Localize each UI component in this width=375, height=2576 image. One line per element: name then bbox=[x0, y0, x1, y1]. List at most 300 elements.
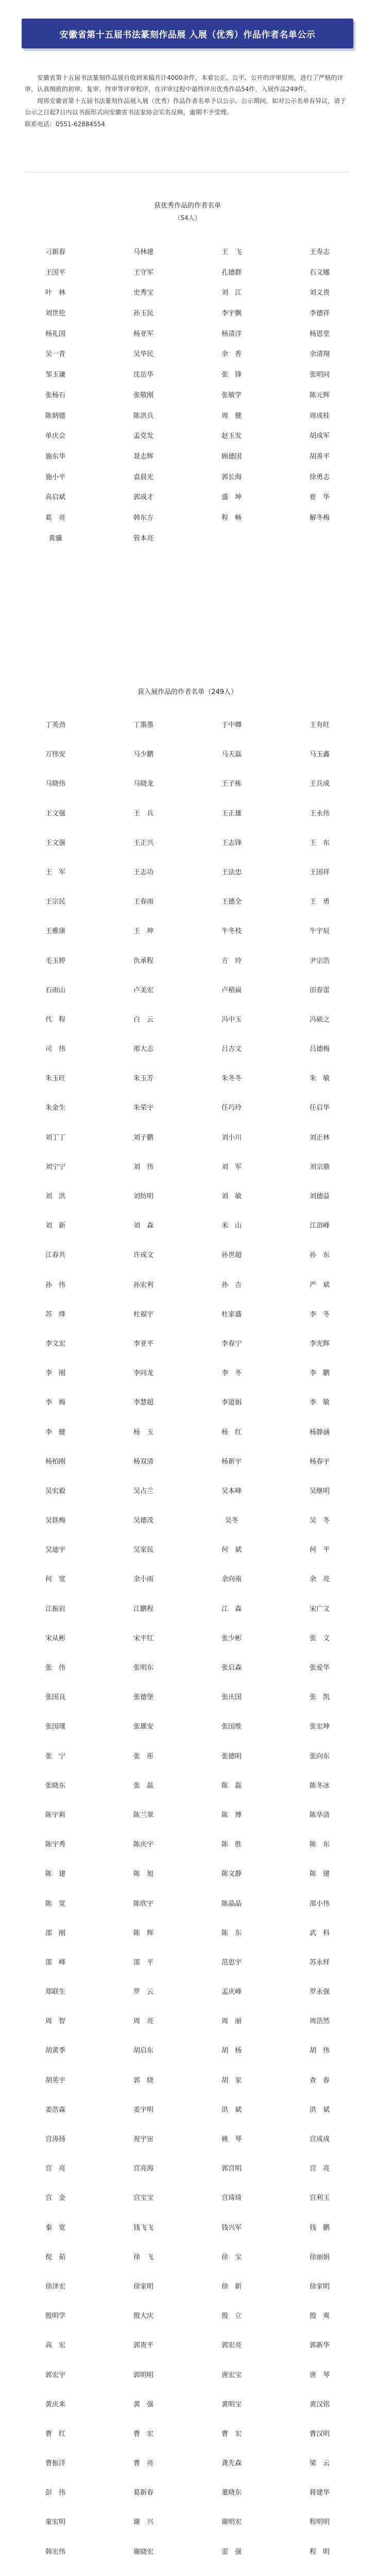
author-name: 赵玉发 bbox=[221, 432, 242, 440]
author-name: 王 飞 bbox=[221, 248, 242, 256]
author-name: 聂志辉 bbox=[133, 452, 154, 461]
author-name: 毛玉婷 bbox=[45, 957, 65, 965]
author-name: 高启斌 bbox=[45, 494, 65, 502]
author-name: 郭宏亮 bbox=[221, 2342, 242, 2350]
author-name: 吴本峰 bbox=[221, 1487, 242, 1495]
author-name: 冯硕之 bbox=[309, 1015, 330, 1024]
author-name: 高 宏 bbox=[45, 2342, 65, 2350]
author-name: 胡 伟 bbox=[309, 2047, 330, 2055]
author-name: 任巧玲 bbox=[221, 1104, 242, 1112]
author-name: 江 森 bbox=[221, 1605, 242, 1613]
page-header bbox=[22, 19, 353, 48]
author-name: 张晓东 bbox=[45, 1782, 65, 1790]
author-name bbox=[11, 2567, 99, 2576]
author-name: 张启森 bbox=[221, 1664, 242, 1672]
author-name: 吴 冬 bbox=[309, 1517, 330, 1525]
author-name: 谢明宏 bbox=[221, 2518, 242, 2527]
author-name: 武 科 bbox=[309, 1929, 330, 1937]
author-name: 刘义贵 bbox=[309, 289, 330, 297]
author-name: 刘 新 bbox=[45, 1222, 65, 1230]
author-name: 陈 旭 bbox=[133, 1870, 154, 1878]
author-name: 陈 东 bbox=[221, 1929, 242, 1937]
author-name: 张 伟 bbox=[45, 1664, 65, 1672]
author-name: 田春雷 bbox=[309, 986, 330, 994]
author-name: 吴家民 bbox=[133, 1546, 154, 1554]
author-name: 秦 宽 bbox=[45, 2224, 65, 2232]
author-name: 宫 亮 bbox=[45, 2165, 65, 2173]
author-name: 江振岩 bbox=[45, 1605, 65, 1613]
author-name: 洪 斌 bbox=[309, 2106, 330, 2114]
author-name: 洪 斌 bbox=[221, 2106, 242, 2114]
author-name: 程 畅 bbox=[221, 514, 242, 522]
author-name: 杨恩堂 bbox=[309, 330, 330, 338]
author-name: 韩东方 bbox=[133, 514, 154, 522]
author-name: 罗 云 bbox=[133, 1988, 154, 1996]
author-name: 程 明 bbox=[309, 2548, 330, 2556]
intro-paragraph: 现将安徽省第十五届书法篆刻作品展入展（优秀）作品作者名单予以公示。公示期间，如对公示名单有异议，请于公示之日起7日内以书面形式向安徽省书法家协会实名反映，逾期不予受理。 bbox=[25, 97, 347, 116]
section-divider bbox=[26, 172, 349, 173]
author-name: 黄 强 bbox=[133, 2400, 154, 2409]
author-name bbox=[187, 2567, 276, 2576]
author-name: 周 智 bbox=[45, 2018, 65, 2026]
author-name: 苏 烽 bbox=[45, 1310, 65, 1318]
author-name: 张 文 bbox=[309, 1634, 330, 1642]
author-name: 徐 新 bbox=[221, 2282, 242, 2291]
author-name: 郭新华 bbox=[309, 2342, 330, 2350]
author-name: 吕德梅 bbox=[309, 1045, 330, 1054]
author-name: 徐勇志 bbox=[309, 473, 330, 481]
author-name: 王文强 bbox=[45, 839, 65, 847]
author-name: 解冬梅 bbox=[309, 514, 330, 522]
author-name: 谢晓宏 bbox=[133, 2548, 154, 2556]
author-name: 王春雨 bbox=[133, 898, 154, 906]
author-name: 马玉鑫 bbox=[309, 751, 330, 759]
author-name: 马天磊 bbox=[221, 751, 242, 759]
author-name: 陈炳德 bbox=[45, 412, 65, 420]
author-name: 王 东 bbox=[309, 839, 330, 847]
author-name: 蒋建华 bbox=[309, 2489, 330, 2497]
author-name: 姚 琴 bbox=[221, 2136, 242, 2143]
author-name: 孟党发 bbox=[133, 432, 154, 440]
author-name: 刘 江 bbox=[221, 289, 242, 297]
author-name: 陈庆宇 bbox=[133, 1841, 154, 1849]
author-name: 王法忠 bbox=[221, 868, 242, 876]
author-name: 曹 红 bbox=[45, 2430, 65, 2438]
author-name: 杨 红 bbox=[221, 1428, 242, 1436]
author-name: 冯中玉 bbox=[221, 1015, 242, 1024]
author-name: 张德明 bbox=[221, 1752, 242, 1760]
author-name: 李 鹏 bbox=[309, 1369, 330, 1378]
author-name: 宫琦琦 bbox=[221, 2194, 242, 2202]
author-name: 周 健 bbox=[221, 412, 242, 420]
author-name: 刘宗鼎 bbox=[309, 1163, 330, 1171]
author-name: 张 锋 bbox=[221, 371, 242, 379]
author-name: 徐 宝 bbox=[221, 2253, 242, 2261]
author-name: 张杨石 bbox=[45, 391, 65, 399]
author-name: 孙宏利 bbox=[133, 1281, 154, 1289]
author-name: 雷 强 bbox=[221, 2548, 242, 2556]
author-name: 丁英劲 bbox=[45, 721, 65, 729]
author-name: 邹玉谦 bbox=[45, 371, 65, 379]
author-name: 李同龙 bbox=[133, 1369, 154, 1378]
author-name: 宫 金 bbox=[45, 2194, 65, 2202]
author-name: 郭成才 bbox=[133, 494, 154, 502]
author-name: 邵 刚 bbox=[45, 1929, 65, 1937]
author-name: 王国平 bbox=[45, 268, 65, 277]
author-name: 葛新春 bbox=[133, 2489, 154, 2497]
author-name: 孙 东 bbox=[309, 1251, 330, 1260]
author-name: 胡启东 bbox=[133, 2047, 154, 2055]
author-name: 施小平 bbox=[45, 473, 65, 481]
author-name: 张国维 bbox=[221, 1723, 242, 1731]
author-name: 杨静涵 bbox=[309, 1428, 330, 1436]
author-name: 杨柏刚 bbox=[45, 1458, 65, 1466]
author-name: 刘世伦 bbox=[45, 310, 65, 318]
author-name: 余 亮 bbox=[309, 1575, 330, 1584]
author-name: 陈 磊 bbox=[221, 1782, 242, 1790]
author-name: 沈岳华 bbox=[133, 371, 154, 379]
author-name: 邵 峰 bbox=[45, 1958, 65, 1967]
author-name: 崔 华 bbox=[309, 494, 330, 502]
author-name: 朱金生 bbox=[45, 1104, 65, 1112]
author-name: 胡 杨 bbox=[221, 2047, 242, 2055]
author-name: 郭贵平 bbox=[133, 2342, 154, 2350]
author-name: 张国良 bbox=[45, 1693, 65, 1702]
author-name: 宋广文 bbox=[309, 1605, 330, 1613]
author-name: 李 敏 bbox=[309, 1399, 330, 1407]
author-name: 施东华 bbox=[45, 452, 65, 461]
author-name: 徐泽宏 bbox=[45, 2282, 65, 2291]
author-name: 刘小川 bbox=[221, 1133, 242, 1142]
author-name: 陈 东 bbox=[309, 1841, 330, 1849]
author-name: 郭 晓 bbox=[133, 2076, 154, 2084]
author-name: 黄庆来 bbox=[45, 2400, 65, 2409]
author-name bbox=[99, 2567, 187, 2576]
author-name: 刘宁宁 bbox=[45, 1163, 65, 1171]
author-name: 苏永样 bbox=[309, 1958, 330, 1967]
author-name: 邢大志 bbox=[133, 1045, 154, 1054]
author-name: 杜家盛 bbox=[221, 1310, 242, 1318]
author-name: 石雨山 bbox=[45, 986, 65, 994]
selected-section-title: 获入展作品的作者名单（249人） bbox=[138, 688, 237, 696]
author-name: 何 平 bbox=[309, 1546, 330, 1554]
author-name: 周浩然 bbox=[309, 2018, 330, 2026]
author-name: 张 磊 bbox=[133, 1782, 154, 1790]
author-name: 郭宏宇 bbox=[45, 2371, 65, 2379]
author-name: 范思宇 bbox=[221, 1958, 242, 1967]
author-name: 管本亮 bbox=[133, 534, 154, 543]
author-name: 孙 吉 bbox=[221, 1281, 242, 1289]
author-name: 查 春 bbox=[309, 2076, 330, 2084]
author-name: 唐宏宝 bbox=[221, 2371, 242, 2379]
author-name: 王 勇 bbox=[309, 898, 330, 906]
author-name: 刘子鹏 bbox=[133, 1133, 154, 1142]
author-name: 张明同 bbox=[309, 371, 330, 379]
author-name bbox=[276, 2567, 364, 2576]
author-name: 李 梅 bbox=[45, 1399, 65, 1407]
author-name: 陈宇莉 bbox=[45, 1811, 65, 1819]
author-name: 刘德益 bbox=[309, 1193, 330, 1200]
author-name: 姜宇明 bbox=[133, 2106, 154, 2114]
author-name: 李春宁 bbox=[221, 1340, 242, 1348]
author-name: 王有旺 bbox=[309, 721, 330, 729]
author-name: 任启华 bbox=[309, 1104, 330, 1112]
author-name: 胡成军 bbox=[309, 432, 330, 440]
author-name: 孙 伟 bbox=[45, 1281, 65, 1289]
author-name: 曹 亮 bbox=[133, 2460, 154, 2468]
author-name: 郭长海 bbox=[221, 473, 242, 481]
author-name: 王正雄 bbox=[221, 809, 242, 818]
author-name: 袁晨光 bbox=[133, 473, 154, 481]
author-name: 孔德群 bbox=[221, 268, 242, 277]
author-name: 陈华清 bbox=[309, 1811, 330, 1819]
author-name: 王永伟 bbox=[309, 809, 330, 818]
author-name: 刘丁丁 bbox=[45, 1133, 65, 1142]
author-name: 王志功 bbox=[133, 868, 154, 876]
author-name: 宫成成 bbox=[309, 2136, 330, 2143]
author-name: 刘 敏 bbox=[221, 1193, 242, 1200]
author-name: 钱兴军 bbox=[221, 2224, 242, 2232]
author-name: 丁墨墨 bbox=[133, 721, 154, 729]
author-name: 余小雨 bbox=[133, 1575, 154, 1584]
author-name: 陈宇秀 bbox=[45, 1841, 65, 1849]
author-name: 顾德国 bbox=[221, 452, 242, 461]
author-name: 梁 云 bbox=[309, 2460, 330, 2468]
author-name: 杨亚军 bbox=[133, 330, 154, 338]
author-name: 王寿志 bbox=[309, 248, 330, 256]
author-name: 杨 玉 bbox=[133, 1428, 154, 1436]
author-name: 曹汉明 bbox=[309, 2430, 330, 2438]
author-name: 严 斌 bbox=[309, 1281, 330, 1289]
author-name: 姜浩森 bbox=[45, 2106, 65, 2114]
author-name: 彭 伟 bbox=[45, 2489, 65, 2497]
author-name: 牛宇辰 bbox=[309, 927, 330, 936]
author-name: 余 香 bbox=[221, 350, 242, 359]
author-name: 陈 博 bbox=[221, 1811, 242, 1819]
author-name: 李 刚 bbox=[45, 1369, 65, 1378]
author-name: 王 军 bbox=[45, 868, 65, 876]
author-name: 陈元辉 bbox=[309, 391, 330, 399]
author-name: 刘正林 bbox=[309, 1133, 330, 1142]
excellent-section-title: 获优秀作品的作者名单 bbox=[154, 202, 221, 210]
author-name: 何 斌 bbox=[221, 1546, 242, 1554]
author-name: 许成文 bbox=[133, 1251, 154, 1260]
author-name: 吴继明 bbox=[309, 1487, 330, 1495]
author-name: 米 山 bbox=[221, 1222, 242, 1230]
author-name: 方 玲 bbox=[221, 957, 242, 965]
author-name: 吴冬 bbox=[225, 1517, 238, 1525]
author-name: 葛 亮 bbox=[45, 514, 65, 522]
author-name: 盛 坤 bbox=[221, 494, 242, 502]
author-name: 余清翔 bbox=[309, 350, 330, 359]
author-name: 司 伟 bbox=[45, 1045, 65, 1054]
author-name: 江春共 bbox=[45, 1251, 65, 1260]
author-name: 杨礼国 bbox=[45, 330, 65, 338]
author-name: 张国瑾 bbox=[45, 1723, 65, 1731]
author-name: 杨双清 bbox=[133, 1458, 154, 1466]
author-name: 陈 胜 bbox=[221, 1841, 242, 1849]
author-name: 邵 平 bbox=[133, 1958, 154, 1967]
author-name: 刘 军 bbox=[221, 1163, 242, 1171]
author-name: 谢 兴 bbox=[133, 2518, 154, 2527]
author-name: 张敏学 bbox=[221, 391, 242, 399]
author-name: 王守军 bbox=[133, 268, 154, 277]
author-name: 徐家明 bbox=[133, 2282, 154, 2291]
author-name: 张庆国 bbox=[221, 1693, 242, 1702]
author-name: 刘纺明 bbox=[133, 1193, 154, 1200]
author-name: 刘 森 bbox=[133, 1222, 154, 1230]
author-name: 陈洪兵 bbox=[133, 412, 154, 420]
intro-text bbox=[25, 72, 351, 130]
author-name: 陈文静 bbox=[221, 1870, 242, 1878]
author-name: 钱飞飞 bbox=[133, 2224, 154, 2232]
intro-contact: 联系电话：0551-62884554 bbox=[25, 121, 105, 128]
author-name: 陈 建 bbox=[309, 1870, 330, 1878]
author-name: 陈 辉 bbox=[133, 1929, 154, 1937]
author-name: 吴铁梅 bbox=[45, 1517, 65, 1525]
author-name: 吕吉文 bbox=[221, 1045, 242, 1054]
author-name: 史秀宝 bbox=[133, 289, 154, 297]
author-name: 刘 伟 bbox=[133, 1163, 154, 1171]
author-name: 李 冬 bbox=[221, 1369, 242, 1378]
author-name: 孟庆峰 bbox=[221, 1988, 242, 1996]
author-name: 王文强 bbox=[45, 809, 65, 818]
author-name: 张 宁 bbox=[45, 1752, 65, 1760]
author-name: 牛冬枝 bbox=[221, 927, 242, 936]
author-name: 陈晶晶 bbox=[221, 1900, 242, 1908]
author-name: 余向南 bbox=[221, 1575, 242, 1584]
author-name: 代 程 bbox=[45, 1015, 65, 1024]
author-name: 郭宫明 bbox=[221, 2165, 242, 2173]
author-name: 邵小伟 bbox=[309, 1900, 330, 1908]
author-name: 尹宗浩 bbox=[309, 957, 330, 965]
author-name: 李宇飘 bbox=[221, 310, 242, 318]
author-name: 王 兵 bbox=[133, 809, 154, 818]
author-name: 江浴峰 bbox=[309, 1222, 330, 1230]
author-name: 胡 家 bbox=[221, 2076, 242, 2084]
author-name: 周成桂 bbox=[309, 412, 330, 420]
author-name: 陈兰翠 bbox=[133, 1811, 154, 1819]
author-name: 杨春宇 bbox=[309, 1458, 330, 1466]
author-name: 张爱华 bbox=[309, 1664, 330, 1672]
author-name: 胡善平 bbox=[309, 452, 330, 461]
author-name: 王宗民 bbox=[45, 898, 65, 906]
author-name: 殷 爽 bbox=[309, 2312, 330, 2320]
author-name: 徐家明 bbox=[309, 2282, 330, 2291]
author-name: 王雅康 bbox=[45, 927, 65, 936]
page-title: 安徽省第十五届书法篆刻作品展 入展（优秀）作品作者名单公示 bbox=[59, 29, 316, 40]
author-name: 石文娜 bbox=[309, 268, 330, 277]
author-name: 朱玉芳 bbox=[133, 1075, 154, 1083]
author-name: 宫宝宝 bbox=[133, 2194, 154, 2202]
author-name: 龚先森 bbox=[221, 2460, 242, 2468]
author-name: 马晓伟 bbox=[45, 780, 65, 788]
author-name: 郑联生 bbox=[45, 1988, 65, 1996]
author-name: 李光辉 bbox=[309, 1340, 330, 1348]
author-name: 刘 洪 bbox=[45, 1193, 65, 1200]
author-name: 宫涛扬 bbox=[45, 2136, 65, 2143]
author-name: 马少鹏 bbox=[133, 751, 154, 759]
author-name: 韩宏伟 bbox=[45, 2548, 65, 2556]
author-name: 黄明宝 bbox=[221, 2400, 242, 2409]
selected-name-grid bbox=[11, 710, 364, 2576]
author-name: 李德祥 bbox=[309, 310, 330, 318]
author-name: 刁新春 bbox=[45, 248, 65, 256]
author-name: 张明东 bbox=[133, 1664, 154, 1672]
author-name: 仇承程 bbox=[133, 957, 154, 965]
author-name: 孙世超 bbox=[221, 1251, 242, 1260]
author-name: 唐 琴 bbox=[309, 2371, 330, 2379]
author-name: 于中卿 bbox=[221, 721, 242, 729]
excellent-section-count: （54人） bbox=[174, 214, 201, 222]
author-name: 胡黄季 bbox=[45, 2047, 65, 2055]
author-name: 何 宽 bbox=[45, 1575, 65, 1584]
author-name: 胡英宇 bbox=[45, 2076, 65, 2084]
author-name: 白 云 bbox=[133, 1015, 154, 1024]
author-name: 朱玉旺 bbox=[45, 1075, 65, 1083]
author-name: 孙玉民 bbox=[133, 310, 154, 318]
author-name: 黄骥 bbox=[48, 534, 62, 543]
author-name: 王国祥 bbox=[309, 868, 330, 876]
author-name: 张敬刚 bbox=[133, 391, 154, 399]
author-name: 董晓东 bbox=[221, 2489, 242, 2497]
author-name: 曹 宏 bbox=[133, 2430, 154, 2438]
author-name: 宋从彬 bbox=[45, 1634, 65, 1642]
author-name: 陈 建 bbox=[45, 1870, 65, 1878]
author-name: 张宏坤 bbox=[309, 1723, 330, 1731]
author-name: 马林建 bbox=[133, 248, 154, 256]
author-name: 陈冬冰 bbox=[309, 1782, 330, 1790]
author-name: 陈欣宇 bbox=[133, 1900, 154, 1908]
author-name: 王志锋 bbox=[221, 839, 242, 847]
author-name: 徐丽娟 bbox=[309, 2253, 330, 2261]
author-name: 祝宇宙 bbox=[133, 2136, 154, 2143]
author-name: 郭明明 bbox=[133, 2371, 154, 2379]
author-name: 叶 林 bbox=[45, 289, 65, 297]
author-name: 王子栋 bbox=[221, 780, 242, 788]
author-name: 王兵成 bbox=[309, 780, 330, 788]
author-name: 李 冬 bbox=[309, 1310, 330, 1318]
author-name: 杨清洋 bbox=[221, 330, 242, 338]
author-name: 万伟安 bbox=[45, 751, 65, 759]
excellent-name-grid bbox=[11, 242, 364, 549]
author-name: 张 彤 bbox=[133, 1752, 154, 1760]
author-name: 杨新宇 bbox=[221, 1458, 242, 1466]
author-name: 程明明 bbox=[309, 2518, 330, 2527]
author-name: 倪 茹 bbox=[45, 2253, 65, 2261]
author-name: 吴一青 bbox=[45, 350, 65, 359]
author-name: 李亚平 bbox=[133, 1340, 154, 1348]
author-name: 吴华民 bbox=[133, 350, 154, 359]
author-name: 朱冬冬 bbox=[221, 1075, 242, 1083]
author-name: 王 坤 bbox=[133, 927, 154, 936]
author-name: 黄汉铭 bbox=[309, 2400, 330, 2409]
author-name: 吴占兰 bbox=[133, 1487, 154, 1495]
author-name: 曹 宏 bbox=[221, 2430, 242, 2438]
author-name: 李 健 bbox=[45, 1428, 65, 1436]
author-name: 卢美宏 bbox=[133, 986, 154, 994]
author-name: 江鹏程 bbox=[133, 1605, 154, 1613]
author-name: 王正兴 bbox=[133, 839, 154, 847]
author-name: 张德堡 bbox=[133, 1693, 154, 1702]
author-name: 宋平红 bbox=[133, 1634, 154, 1642]
intro-paragraph: 安徽省第十五届书法篆刻作品展自收到来稿共计4000余件，本着公正、公平、公开的评审原则，进行了严格的评审，认真细致的初审、复审、终审等评审程序，在评审过程中最终评出优秀作品54件，入展作品249件。 bbox=[25, 74, 344, 93]
author-name: 周 丽 bbox=[221, 2018, 242, 2026]
author-name: 殷 立 bbox=[221, 2312, 242, 2320]
author-name: 单庆会 bbox=[45, 432, 65, 440]
author-name: 钱 鹏 bbox=[309, 2224, 330, 2232]
author-name: 马晓龙 bbox=[133, 780, 154, 788]
